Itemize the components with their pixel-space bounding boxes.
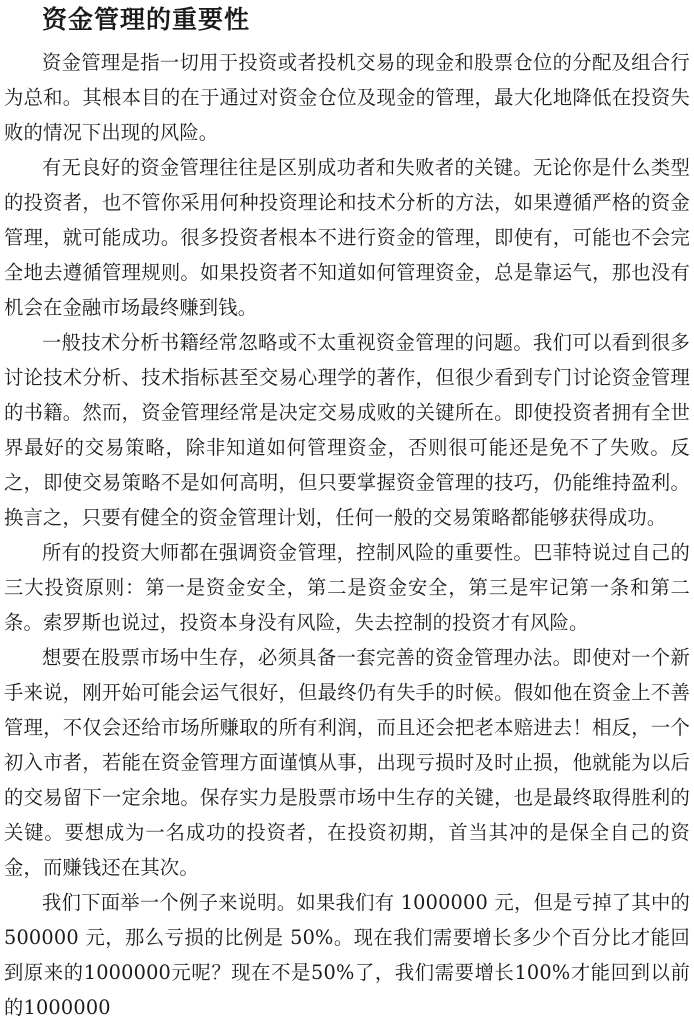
page-title: 资金管理的重要性 — [42, 5, 251, 34]
paragraph-example: 我们下面举一个例子来说明。如果我们有 1000000 元，但是亏掉了其中的 500000 元，那么亏损的比例是 50%。现在我们需要增长多少个百分比才能回到原来的1000000元呢？现在不是50%了，我们需要增长100%才能回到以前的1000000 — [4, 891, 690, 1019]
paragraph-survival: 想要在股票市场中生存，必须具备一套完善的资金管理办法。即使对一个新手来说，刚开始可能会运气很好，但最终仍有失手的时候。假如他在资金上不善管理，不仅会还给市场所赚取的所有利润，而且还会把老本赔进去！相反，一个初入市者，若能在资金管理方面谨慎从事，出现亏损时及时止损，他就能为以后的交易留下一定余地。保存实力是股票市场中生存的关键，也是最终取得胜利的关键。要想成为一名成功的投资者，在投资初期，首当其冲的是保全自己的资金，而赚钱还在其次。 — [4, 646, 690, 879]
paragraph-books: 一般技术分析书籍经常忽略或不太重视资金管理的问题。我们可以看到很多讨论技术分析、技术指标甚至交易心理学的著作，但很少看到专门讨论资金管理的书籍。然而，资金管理经常是决定交易成败的关键所在。即使投资者拥有全世界最好的交易策略，除非知道如何管理资金，否则很可能还是免不了失败。反之，即使交易策略不是如何高明，但只要掌握资金管理的技巧，仍能维持盈利。换言之，只要有健全的资金管理计划，任何一般的交易策略都能够获得成功。 — [4, 331, 690, 529]
paragraph-definition: 资金管理是指一切用于投资或者投机交易的现金和股票仓位的分配及组合行为总和。其根本目的在于通过对资金仓位及现金的管理，最大化地降低在投资失败的情况下出现的风险。 — [4, 51, 690, 144]
paragraph-masters: 所有的投资大师都在强调资金管理，控制风险的重要性。巴菲特说过自己的三大投资原则：第一是资金安全，第二是资金安全，第三是牢记第一条和第二条。索罗斯也说过，投资本身没有风险，失去控制的投资才有风险。 — [4, 541, 690, 634]
paragraph-importance: 有无良好的资金管理往往是区别成功者和失败者的关键。无论你是什么类型的投资者，也不管你采用何种投资理论和技术分析的方法，如果遵循严格的资金管理，就可能成功。很多投资者根本不进行资金的管理，即使有，可能也不会完全地去遵循管理规则。如果投资者不知道如何管理资金，总是靠运气，那也没有机会在金融市场最终赚到钱。 — [4, 156, 690, 319]
